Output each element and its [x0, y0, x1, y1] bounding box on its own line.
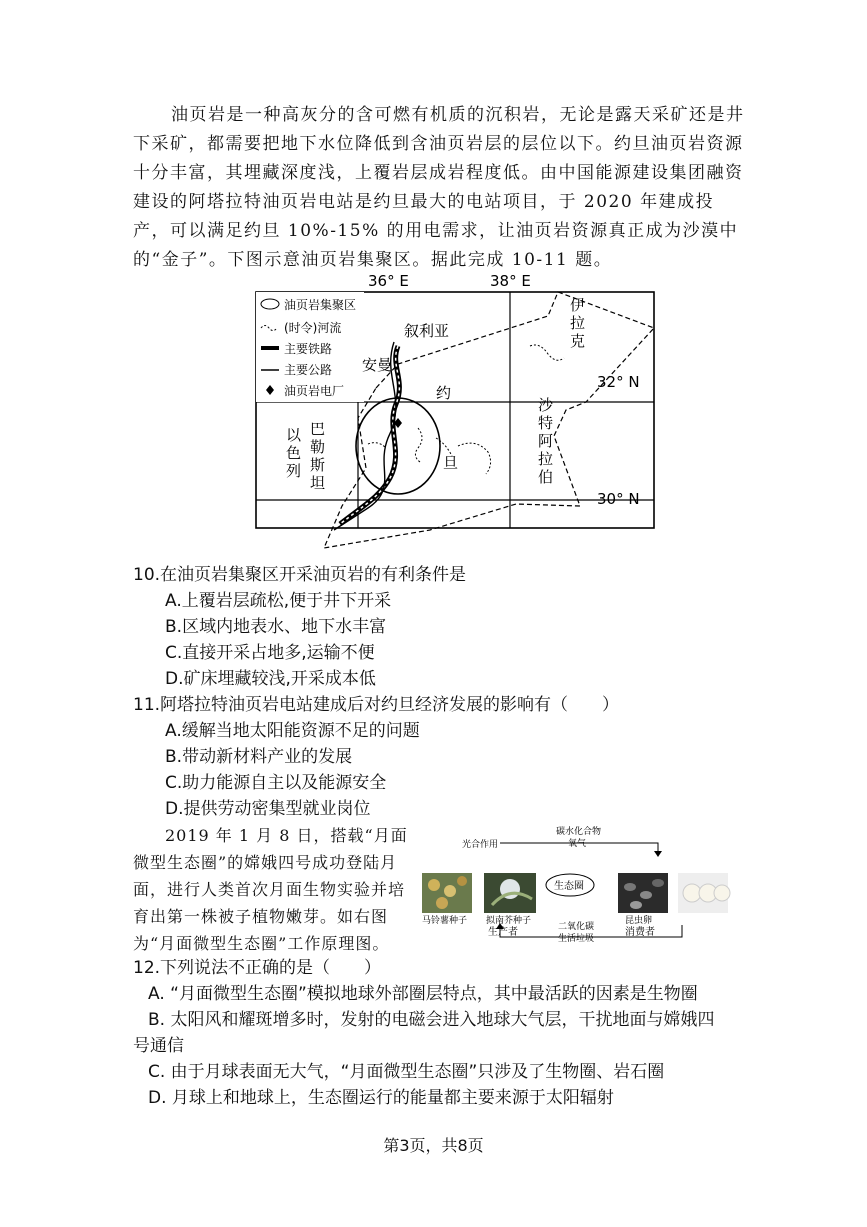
label-palestine-4: 坦 — [310, 474, 326, 492]
label-iraq-1: 伊 — [570, 296, 586, 314]
q12-option-c: C. 由于月球表面无大气，“月面微型生态圈”只涉及了生物圈、岩石圈 — [148, 1062, 665, 1082]
eco-waste: 生活垃圾 — [558, 934, 595, 944]
label-jordan-1: 约 — [436, 384, 452, 402]
q11-option-d: D.提供劳动密集型就业岗位 — [165, 799, 371, 819]
label-saudi-2: 特 — [538, 414, 554, 432]
eco-center: 生态圈 — [554, 881, 584, 892]
q12-stem: 12.下列说法不正确的是（ ） — [133, 958, 382, 978]
eco-paragraph: 2019 年 1 月 8 日，搭载“月面微型生态圈”的嫦娥四号成功登陆月面，进行人类首次月面生物实验并培育出第一株被子植物嫩芽。如右图为“月面微型生态圈”工作原理图。 — [133, 826, 408, 953]
lat-32: 32° N — [597, 373, 640, 391]
legend-plant: 油页岩电厂 — [284, 384, 345, 398]
eco-top1: 碳水化合物 — [556, 827, 602, 837]
label-jordan-2: 旦 — [443, 454, 459, 472]
legend-railway: 主要铁路 — [284, 342, 333, 356]
lunar-ecosystem-diagram — [420, 825, 750, 945]
legend-river: (时令)河流 — [284, 321, 342, 335]
q10-option-c: C.直接开采占地多,运输不便 — [165, 643, 375, 663]
q12-option-b-cont: 号通信 — [133, 1036, 184, 1056]
q12-option-d: D. 月球上和地球上，生态圈运行的能量都主要来源于太阳辐射 — [148, 1088, 614, 1108]
q11-option-a: A.缓解当地太阳能资源不足的问题 — [165, 721, 420, 741]
eco-producer: 生产者 — [488, 927, 518, 938]
lon-36: 36° E — [368, 272, 409, 290]
q11-option-c: C.助力能源自主以及能源安全 — [165, 773, 387, 793]
q12-option-a: A. “月面微型生态圈”模拟地球外部圈层特点，其中最活跃的因素是生物圈 — [148, 984, 698, 1004]
label-saudi-5: 伯 — [538, 468, 554, 486]
intro-paragraph: 油页岩是一种高灰分的含可燃有机质的沉积岩，无论是露天采矿还是井下采矿，都需要把地下水位降低到含油页岩层的层位以下。约旦油页岩资源十分丰富，其埋藏深度浅，上覆岩层成岩程度低。由中国能源建设集团融资建设的阿塔拉特油页岩电站是约旦最大的电站项目，于 2020 年建成投产，可以满足约旦 10%-15% 的用电需求，让油页岩资源真正成为沙漠中的“金子”。下图示意油页岩集聚区。据此完成 10-11 题。 — [133, 105, 745, 270]
oil-shale-map — [248, 268, 658, 558]
label-israel-2: 色 — [286, 444, 302, 462]
label-syria: 叙利亚 — [404, 322, 450, 340]
q11-stem: 11.阿塔拉特油页岩电站建成后对约旦经济发展的影响有（ ） — [133, 695, 620, 715]
label-saudi-1: 沙 — [538, 396, 554, 414]
page-footer: 第3页，共8页 — [383, 1136, 484, 1155]
eco-potato: 马铃薯种子 — [422, 916, 468, 926]
q10-option-b: B.区域内地表水、地下水丰富 — [165, 617, 387, 637]
label-saudi-3: 阿 — [538, 432, 554, 450]
label-iraq-3: 克 — [570, 332, 586, 350]
eco-fly: 昆虫卵 — [625, 916, 653, 926]
label-palestine-1: 巴 — [310, 420, 326, 438]
label-saudi-4: 拉 — [538, 450, 554, 468]
eco-top2: 氧气 — [568, 839, 587, 849]
eco-consumer: 消费者 — [625, 927, 655, 938]
label-israel-1: 以 — [286, 426, 302, 444]
eco-photosynthesis: 光合作用 — [462, 840, 499, 850]
q12-option-b: B. 太阳风和耀斑增多时，发射的电磁会进入地球大气层，干扰地面与嫦娥四 — [148, 1010, 715, 1030]
legend-road: 主要公路 — [284, 363, 333, 377]
label-amman: 安曼 — [362, 356, 393, 374]
legend-oil-shale: 油页岩集聚区 — [284, 298, 357, 312]
label-israel-3: 列 — [286, 462, 302, 480]
lon-38: 38° E — [490, 272, 531, 290]
label-palestine-3: 斯 — [310, 456, 326, 474]
eco-co2: 二氧化碳 — [558, 922, 595, 932]
q10-option-a: A.上覆岩层疏松,便于井下开采 — [165, 591, 392, 611]
label-palestine-2: 勒 — [310, 438, 326, 456]
q10-stem: 10.在油页岩集聚区开采油页岩的有利条件是 — [133, 565, 467, 585]
q11-option-b: B.带动新材料产业的发展 — [165, 747, 353, 767]
eco-arabidopsis: 拟南芥种子 — [486, 916, 532, 926]
q10-option-d: D.矿床埋藏较浅,开采成本低 — [165, 669, 376, 689]
lat-30: 30° N — [597, 490, 640, 508]
label-iraq-2: 拉 — [570, 314, 586, 332]
